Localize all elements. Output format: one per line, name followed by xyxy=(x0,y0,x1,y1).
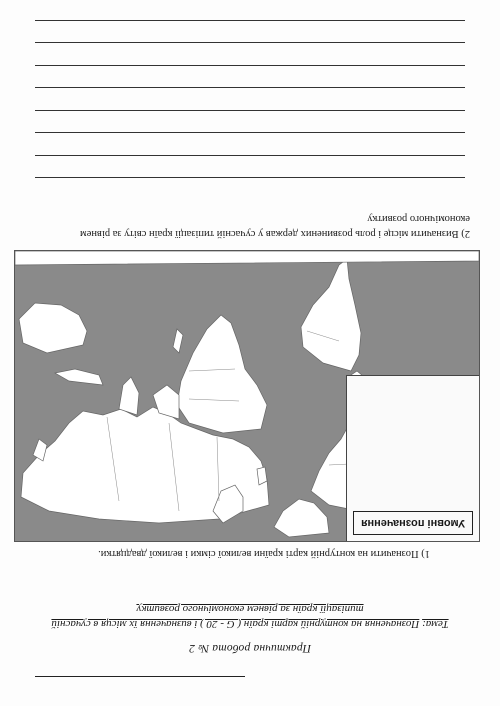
answer-line[interactable] xyxy=(35,0,465,20)
australia-shape xyxy=(19,303,87,353)
antarctica-shape xyxy=(15,251,479,265)
madagascar-shape xyxy=(173,329,183,353)
answer-line[interactable] xyxy=(35,133,465,156)
worksheet-title: Практична робота № 2 xyxy=(188,642,312,654)
greenland-shape xyxy=(274,499,329,537)
answer-lines xyxy=(35,0,465,200)
answer-line[interactable] xyxy=(35,178,465,201)
answer-line[interactable] xyxy=(35,43,465,66)
task-2: 2) Визначити місце і роль розвинених держав у сучасній типізації країн світу за рівнем економічного розвитку xyxy=(80,213,470,239)
name-line xyxy=(35,676,245,677)
south-america-shape xyxy=(301,259,361,371)
legend-title: Умовні позначення xyxy=(353,511,473,535)
answer-line[interactable] xyxy=(35,155,465,178)
answer-line[interactable] xyxy=(35,110,465,133)
africa-shape xyxy=(177,315,267,433)
worksheet-topic xyxy=(40,601,460,631)
topic-text: Позначення на контурній карті країн ( G - 20 ) і визначення їх місця в сучасній типізації країн за рівнем економічного розвитку xyxy=(51,603,420,630)
answer-line[interactable] xyxy=(35,65,465,88)
topic-label: Тема: xyxy=(422,618,449,630)
task-1: 1) Позначити на контурній карті країни великої сімки і великої двадцятки. xyxy=(98,548,430,559)
answer-line[interactable] xyxy=(35,88,465,111)
world-contour-map xyxy=(14,250,480,542)
indonesia-shape xyxy=(55,369,103,385)
india-shape xyxy=(119,377,139,415)
answer-line[interactable] xyxy=(35,20,465,43)
map-legend xyxy=(346,375,479,541)
